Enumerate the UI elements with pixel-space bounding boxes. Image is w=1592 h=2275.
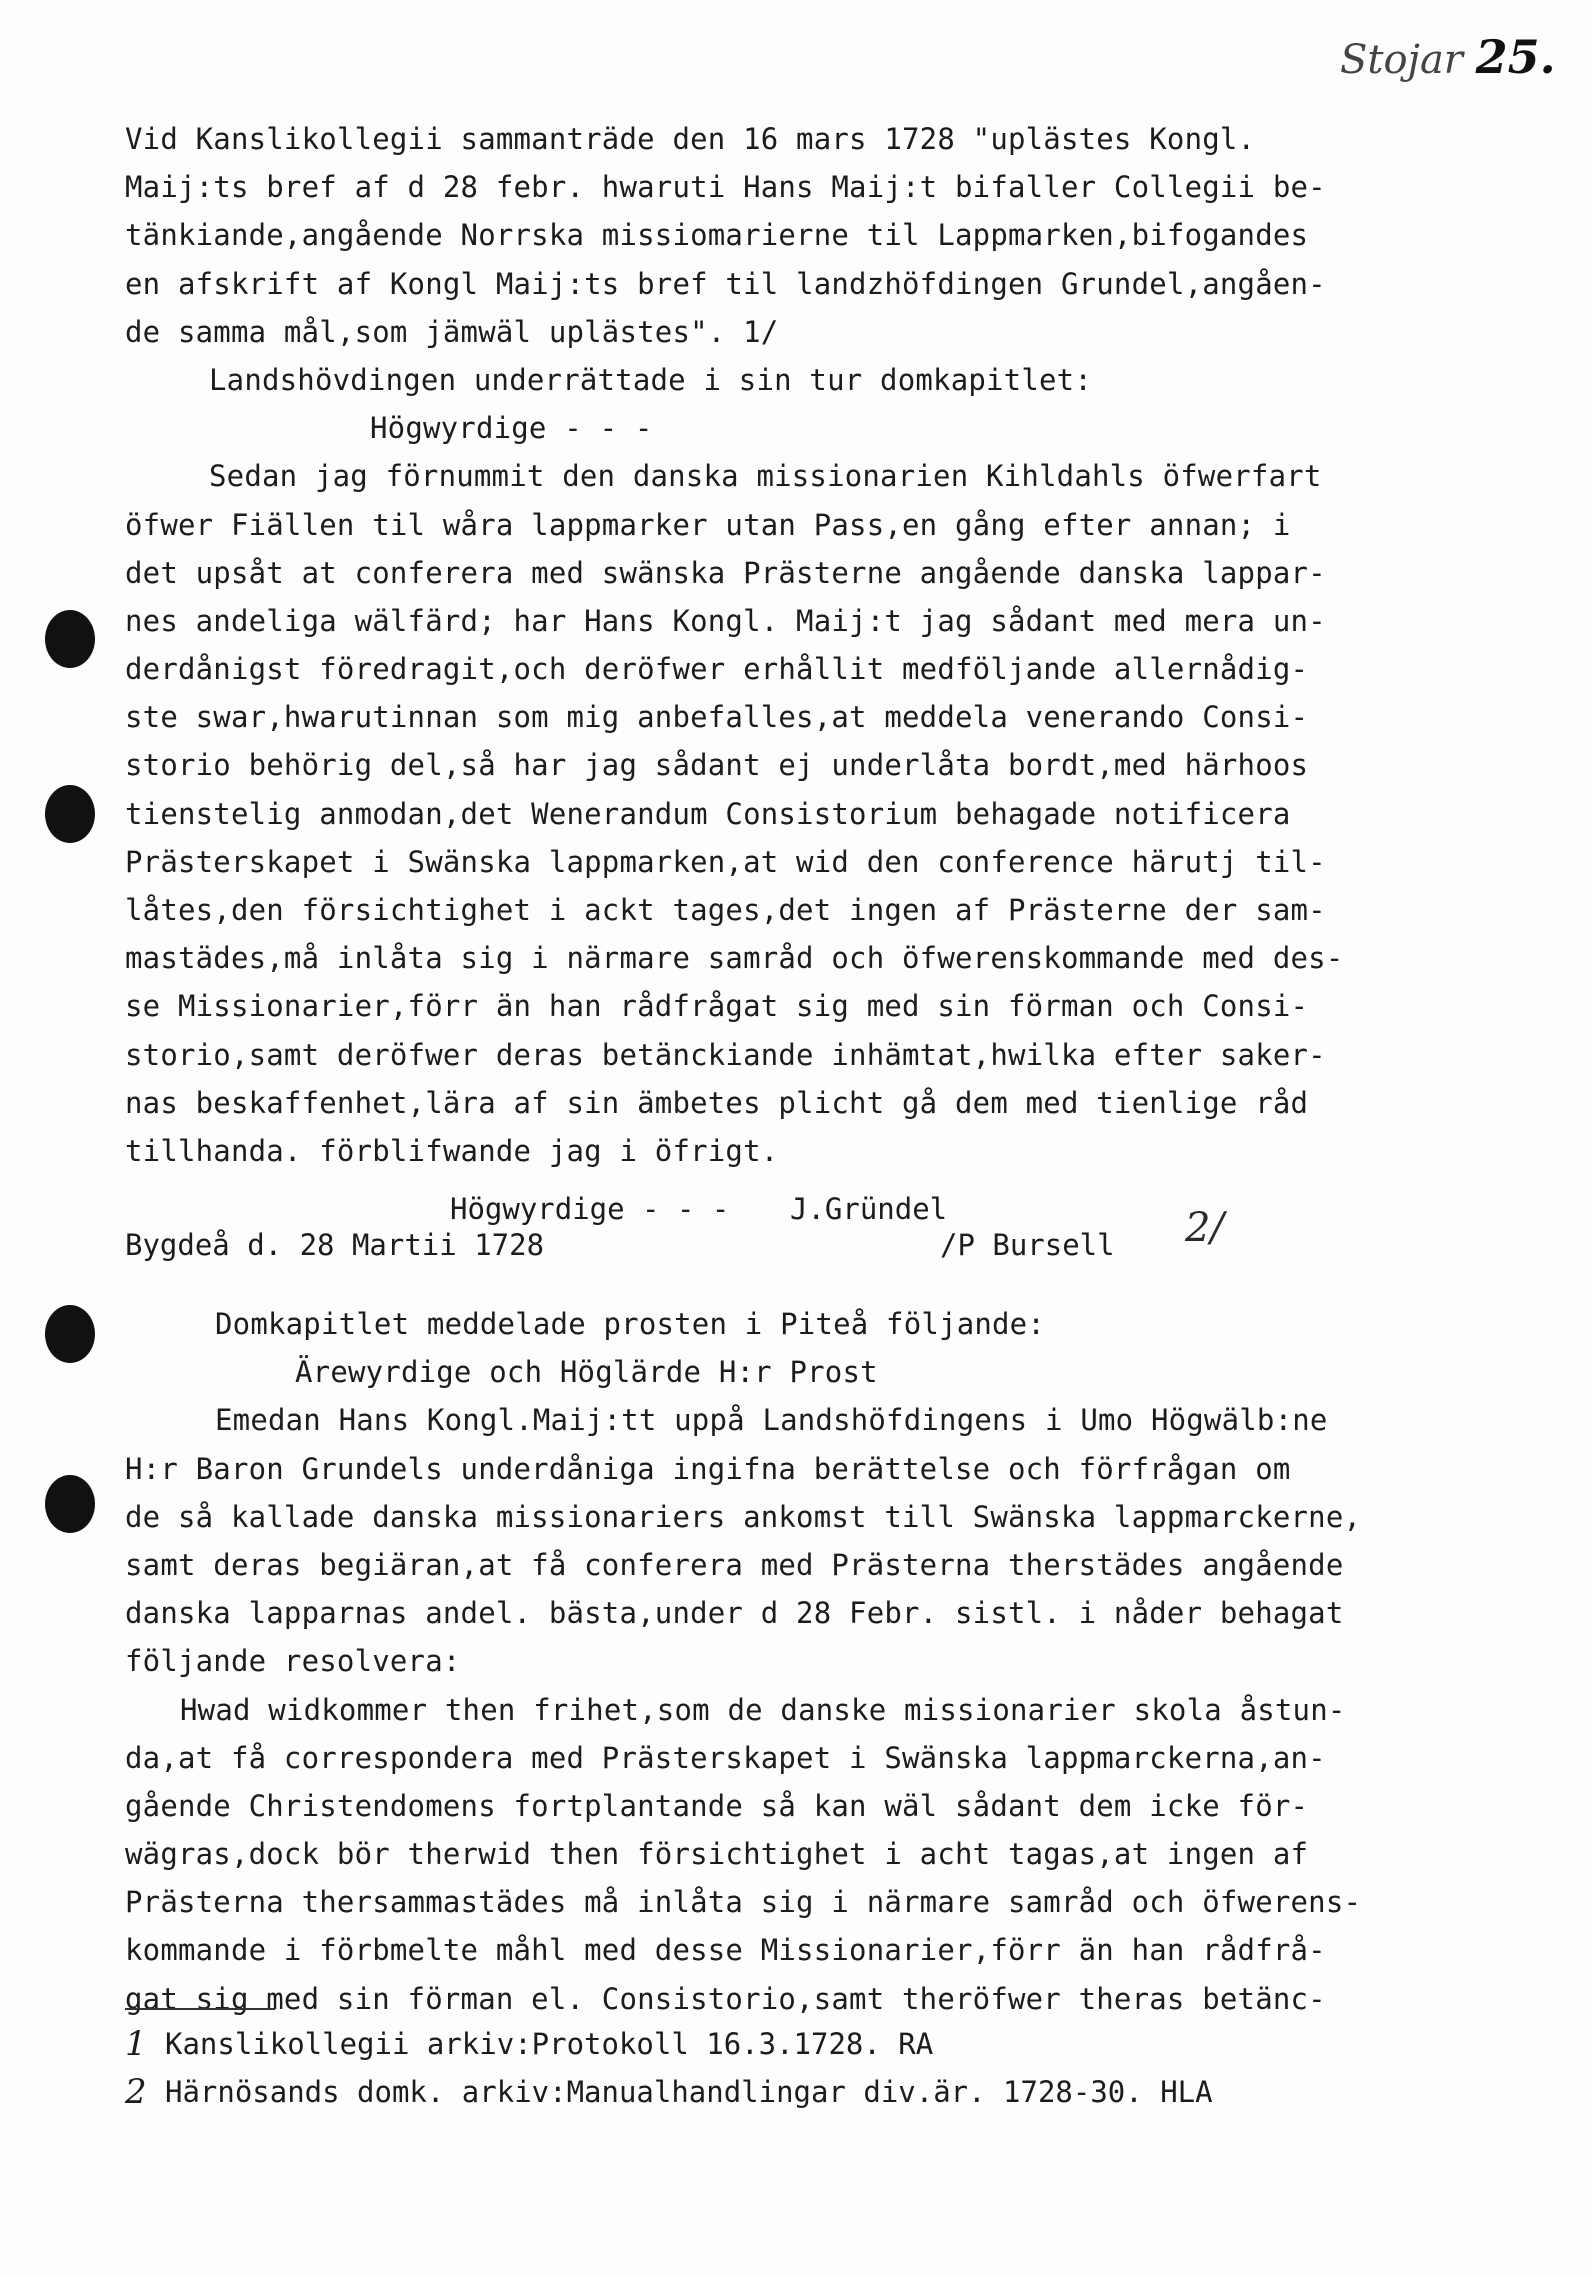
signature-closing: Högwyrdige - - - [450, 1192, 730, 1226]
text-line: Hwad widkommer then frihet,som de danske missionarier skola åstun- [180, 1692, 1346, 1727]
text-line: en afskrift af Kongl Maij:ts bref til landzhöfdingen Grundel,angåen- [125, 266, 1326, 301]
text-line: Prästerskapet i Swänska lappmarken,at wid den conference härutj til- [125, 844, 1326, 879]
text-line: låtes,den försichtighet i ackt tages,det ingen af Prästerne der sam- [125, 893, 1326, 927]
text-line: da,at få correspondera med Prästerskapet i Swänska lappmarckerna,an- [125, 1740, 1326, 1775]
page-number [1340, 30, 1556, 84]
text-line: nes andeliga wälfärd; har Hans Kongl. Maij:t jag sådant med mera un- [125, 603, 1326, 638]
text-line: H:r Baron Grundels underdåniga ingifna berättelse och förfrågan om [125, 1451, 1291, 1486]
text-line: mastädes,må inlåta sig i närmare samråd och öfwerenskommande med des- [125, 941, 1344, 976]
punch-hole [45, 1475, 95, 1533]
text-line: danska lapparnas andel. bästa,under d 28 Febr. sistl. i nåder behagat [125, 1596, 1344, 1631]
text-line: det upsåt at conferera med swänska Prästerne angående danska lappar- [125, 555, 1326, 590]
punch-hole [45, 610, 95, 668]
signature-countersign: /P Bursell [940, 1228, 1115, 1262]
text-line: de så kallade danska missionariers ankomst till Swänska lappmarckerne, [125, 1499, 1362, 1534]
text-line: de samma mål,som jämwäl uplästes". 1/ [125, 314, 779, 349]
section-1-text [125, 115, 1455, 1175]
text-line: storio behörig del,så har jag sådant ej underlåta bordt,med härhoos [125, 748, 1309, 783]
text-line: kommande i förbmelte måhl med desse Missionarier,förr än han rådfrå- [125, 1933, 1326, 1968]
salutation: Högwyrdige - - - [370, 411, 653, 446]
text-line: tienstelig anmodan,det Wenerandum Consistorium behagade notificera [125, 796, 1291, 831]
footnote-text: Kanslikollegii arkiv:Protokoll 16.3.1728. RA [165, 2027, 934, 2061]
text-line: Prästerna thersammastädes må inlåta sig i närmare samråd och öfwerens- [125, 1885, 1362, 1920]
text-line: tänkiande,angående Norrska missiomarierne til Lappmarken,bifogandes [125, 218, 1309, 253]
text-line: gående Christendomens fortplantande så kan wäl sådant dem icke för- [125, 1788, 1309, 1823]
footnote-item [125, 2020, 1213, 2068]
text-line: följande resolvera: [125, 1644, 461, 1679]
section-2-text [125, 1300, 1455, 2023]
salutation: Ärewyrdige och Höglärde H:r Prost [295, 1355, 878, 1390]
text-line: derdånigst föredragit,och deröfwer erhållit medföljande allernådig- [125, 652, 1309, 687]
text-line: Emedan Hans Kongl.Maij:tt uppå Landshöfdingens i Umo Högwälb:ne [215, 1403, 1328, 1438]
punch-hole [45, 1305, 95, 1363]
signature-place-date: Bygdeå d. 28 Martii 1728 [125, 1228, 545, 1262]
text-line: wägras,dock bör therwid then försichtighet i acht tagas,at ingen af [125, 1837, 1309, 1872]
page-number-value: 25. [1475, 30, 1556, 84]
text-line: Landshövdingen underrättade i sin tur domkapitlet: [209, 362, 1092, 397]
footnote-mark: 1 [125, 2024, 147, 2064]
footnotes [125, 2020, 1213, 2116]
text-line: se Missionarier,förr än han rådfrågat sig med sin förman och Consi- [125, 989, 1309, 1024]
text-line: Domkapitlet meddelade prosten i Piteå följande: [215, 1307, 1045, 1341]
page-number-prefix: Stojar [1340, 37, 1463, 83]
text-line: nas beskaffenhet,lära af sin ämbetes plicht gå dem med tienlige råd [125, 1085, 1309, 1120]
signature-signer: J.Gründel [790, 1192, 948, 1226]
text-line: gat sig med sin förman el. Consistorio,samt theröfwer theras betänc- [125, 1981, 1326, 2016]
text-line: storio,samt deröfwer deras betänckiande inhämtat,hwilka efter saker- [125, 1037, 1326, 1072]
text-line: samt deras begiäran,at få conferera med Prästerna therstädes angående [125, 1547, 1344, 1582]
footnote-reference-mark: 2/ [1185, 1205, 1224, 1251]
text-line: tillhanda. förblifwande jag i öfrigt. [125, 1133, 779, 1168]
text-line: öfwer Fiällen til wåra lappmarker utan Pass,en gång efter annan; i [125, 507, 1291, 542]
text-line: Maij:ts bref af d 28 febr. hwaruti Hans Maij:t bifaller Collegii be- [125, 170, 1326, 205]
footnote-text: Härnösands domk. arkiv:Manualhandlingar div.är. 1728-30. HLA [165, 2075, 1213, 2109]
footnote-divider [125, 2008, 275, 2010]
footnote-mark: 2 [125, 2072, 147, 2112]
text-line: ste swar,hwarutinnan som mig anbefalles,at meddela venerando Consi- [125, 700, 1309, 735]
text-line: Vid Kanslikollegii sammanträde den 16 mars 1728 "uplästes Kongl. [125, 122, 1256, 156]
footnote-item [125, 2068, 1213, 2116]
punch-hole [45, 785, 95, 843]
text-line: Sedan jag förnummit den danska missionarien Kihldahls öfwerfart [209, 459, 1322, 494]
